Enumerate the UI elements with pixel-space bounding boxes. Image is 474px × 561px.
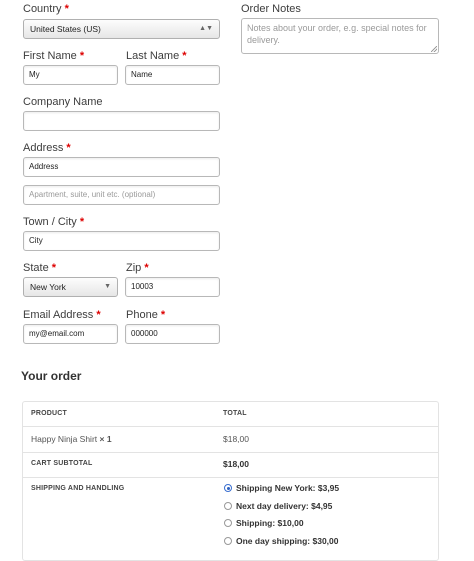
shipping-option-label[interactable]: Shipping New York: $3,95 [236,483,340,493]
zip-input[interactable]: 10003 [125,277,220,297]
radio-selected-icon[interactable] [224,484,232,492]
address-label: Address * [23,142,71,154]
divider [23,477,438,478]
last-name-input[interactable]: Name [125,65,220,85]
first-name-label: First Name * [23,50,85,62]
radio-icon[interactable] [224,519,232,527]
chevron-down-icon: ▼ [104,283,111,290]
your-order-heading: Your order [21,369,82,383]
phone-label: Phone * [126,309,166,321]
state-select[interactable] [23,277,118,297]
company-label: Company Name [23,96,103,108]
divider [23,452,438,453]
col-total-header: TOTAL [223,410,247,417]
order-review-table [22,401,439,561]
order-notes-placeholder: Notes about your order, e.g. special notes for delivery. [247,23,427,45]
item-total: $18,00 [223,434,249,444]
city-input[interactable]: City [23,231,220,251]
shipping-option-label[interactable]: Next day delivery: $4,95 [236,501,333,511]
country-label: Country * [23,3,69,15]
state-label: State * [23,262,57,274]
order-notes-textarea[interactable] [241,18,439,54]
city-label: Town / City * [23,216,85,228]
shipping-option-label[interactable]: One day shipping: $30,00 [236,536,339,546]
email-label: Email Address * [23,309,101,321]
company-input[interactable] [23,111,220,131]
first-name-input[interactable]: My [23,65,118,85]
state-value: New York [30,282,66,292]
subtotal-label: CART SUBTOTAL [31,460,93,467]
resize-grip-icon[interactable] [431,46,437,52]
address-line2-input[interactable]: Apartment, suite, unit etc. (optional) [23,185,220,205]
radio-icon[interactable] [224,502,232,510]
item-qty: × 1 [99,434,112,444]
table-row-item [31,434,112,444]
order-notes-label: Order Notes [241,3,301,15]
zip-label: Zip * [126,262,149,274]
subtotal-value: $18,00 [223,459,249,469]
select-arrows-icon: ▲▼ [199,25,213,32]
last-name-label: Last Name * [126,50,187,62]
address-input[interactable]: Address [23,157,220,177]
country-value: United States (US) [30,24,101,34]
col-product-header: PRODUCT [31,410,68,417]
phone-input[interactable]: 000000 [125,324,220,344]
radio-icon[interactable] [224,537,232,545]
email-input[interactable]: my@email.com [23,324,118,344]
divider [23,426,438,427]
shipping-option-label[interactable]: Shipping: $10,00 [236,518,304,528]
shipping-label: SHIPPING AND HANDLING [31,485,125,492]
country-select[interactable] [23,19,220,39]
item-name: Happy Ninja Shirt [31,434,98,444]
